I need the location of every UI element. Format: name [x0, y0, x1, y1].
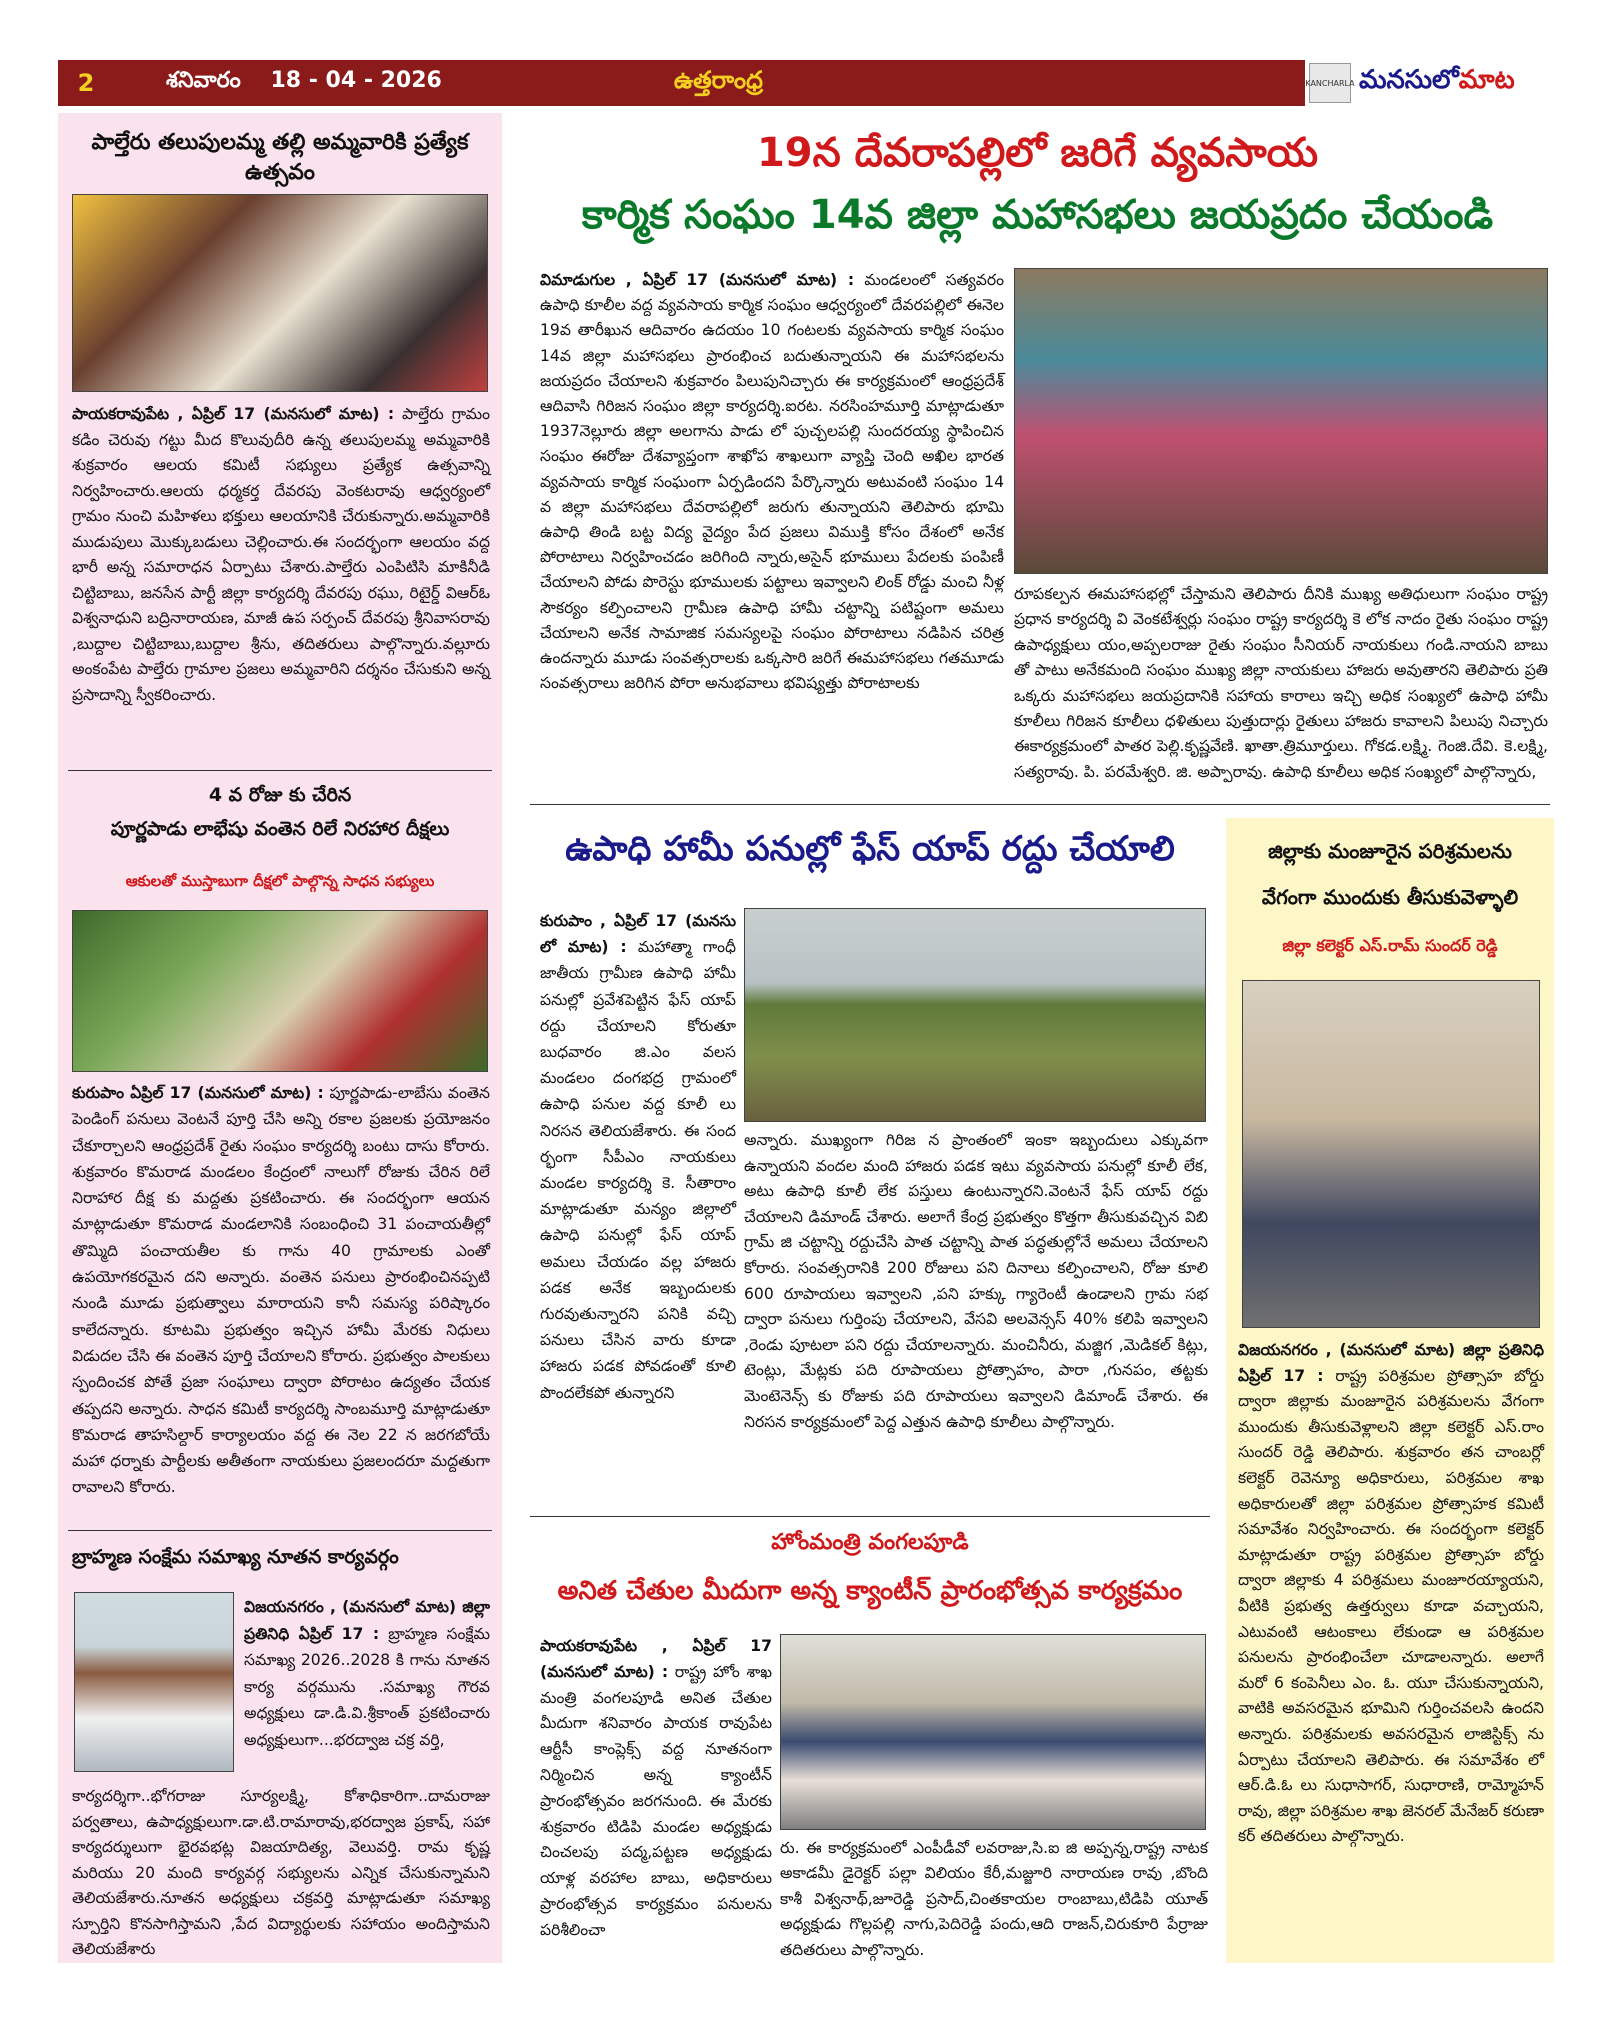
faceapp-headline: ఉపాధి హామీ పనుల్లో ఫేస్ యాప్ రద్దు చేయాలి [565, 829, 1175, 869]
divider [68, 1530, 492, 1531]
collector-body: విజయనగరం , (మనసులో మాట) జిల్లా ప్రతినిధి ఏప్రిల్ 17 : రాష్ట్ర పరిశ్రమల ప్రోత్సాహ బోర్డు ద్వారా జిల్లాకు మంజూరైన పరిశ్రమలను వేగంగా ముందుకు తీసుకువెళ్లాలని జిల్లా కలెక్టర్ ఎస్.రాం సుందర్ రెడ్డి తెలిపారు. శుక్రవారం తన చాంబర్లో కలెక్టర్ రెవెన్యూ అధికారులు, పరిశ్రమల శాఖ అధికారులతో జిల్లా పరిశ్రమల ప్రోత్సాహక కమిటీ సమావేశం నిర్వహించారు. ఈ సందర్భంగా కలెక్టర్ మాట్లాడుతూ రాష్ట్ర పరిశ్రమల ప్రోత్సాహ బోర్డు ద్వారా జిల్లాకు 4 పరిశ్రమలు మంజూరయ్యాయని, వీటికి ప్రభుత్వ ఉత్తర్వులు కూడా వచ్చాయని, ఎటువంటి ఆటంకాలు లేకుండా ఆ పరిశ్రమల పనులను ప్రారంభించేలా చూడాలన్నారు. అలాగే మరో 6 కంపెనీలు ఎం. ఓ. యూ చేసుకున్నాయని, వాటికి అవసరమైన భూమిని గుర్తించవలసి ఉందని అన్నారు. పరిశ్రమలకు అవసరమైన లాజిస్టిక్స్ ను ఏర్పాటు చేయాలని తెలిపారు. ఈ సమావేశం లో ఆర్.డి.ఓ లు సుధాసాగర్, సుధారాణి, రామ్మోహన్ రావు, జిల్లా పరిశ్రమల శాఖ జెనరల్ మేనేజర్ కరుణా కర్ తదితరులు పాల్గొన్నారు. [1238, 1341, 1544, 1846]
article-brahmin-body: కార్యదర్శిగా..భోగరాజు సూర్యలక్ష్మి, కోశాధికారిగా..దామరాజు పర్వతాలు, ఉపాధ్యక్షులుగా.డా.టి.రామారావు,భరద్వాజ ప్రకాష్, సహా కార్యదర్శులుగా భైరవభట్ల విజయాదిత్య, వెలువర్తి. రామ కృష్ణ మరియు 20 మంది కార్యవర్గ సభ్యులను ఎన్నిక చేసుకున్నామని తెలియజేశారు.నూతన అధ్యక్షులు చక్రవర్తి మాట్లాడుతూ సమాఖ్య స్పూర్తిని కొనసాగిస్తామని ,పేద విద్యార్థులకు సహాయం అందిస్తామని తెలియజేశారు [72, 1787, 490, 1958]
masthead-bar [58, 60, 1555, 106]
canteen-kicker: హోంమంత్రి వంగలపూడి [771, 1530, 969, 1555]
divider [530, 1516, 1210, 1517]
page-number: 2 [77, 69, 95, 97]
collector-subhead: జిల్లా కలెక్టర్ ఎస్.రామ్ సుందర్ రెడ్డి [1282, 936, 1498, 955]
lead-headline-line-1: 19న దేవరాపల్లిలో జరిగే వ్యవసాయ [756, 130, 1319, 176]
article-bridge-headline: పూర్ణపాడు లాభేషు వంతెన రిలే నిరహార దీక్షలు [110, 818, 450, 840]
region-label: ఉత్తరాంధ్ర [673, 66, 764, 94]
canteen-body-left: పాయకరావుపేట , ఏప్రిల్ 17 (మనసులో మాట) : రాష్ట్ర హోం శాఖ మంత్రి వంగలపూడి అనిత చేతుల మీదుగా శనివారం పాయక రావుపేట ఆర్టీసీ కాంప్లెక్స్ వద్ద నూతనంగా నిర్మించిన అన్న క్యాంటీన్ ప్రారంభోత్సవం జరగనుంది. ఈ మేరకు శుక్రవారం టిడిపి మండల అధ్యక్షుడు చించలపు పద్మ,పట్టణ అధ్యక్షుడు యాళ్ల వరహాల బాబు, అధికారులు ప్రారంభోత్సవ కార్యక్రమం పనులను పరిశీలించా [540, 1637, 772, 1939]
collector-headline-line-1: జిల్లాకు మంజూరైన పరిశ్రమలను [1268, 839, 1512, 863]
collector-headline-line-2: వేగంగా ముందుకు తీసుకువెళ్ళాలి [1261, 885, 1519, 909]
brand-logo [1305, 60, 1555, 106]
lead-photo [1014, 268, 1548, 574]
issue-date [166, 68, 464, 98]
article-bridge-subhead: ఆకులతో ముస్తాబుగా దీక్షలో పాల్గొన్న సాధన సభ్యులు [125, 872, 435, 890]
faceapp-body-right: అన్నారు. ముఖ్యంగా గిరిజ న ప్రాంతంలో ఇంకా ఇబ్బందులు ఎక్కువగా ఉన్నాయని వందల మంది హాజరు పడక ఇటు వ్యవసాయ పనుల్లో కూలీ లేక, అటు ఉపాధి కూలీ లేక పస్తులు ఉంటున్నారని.వెంటనే ఫేస్ యాప్ రద్దు చేయాలని డిమాండ్ చేశారు. అలాగే కేంద్ర ప్రభుత్వం కొత్తగా తీసుకువచ్చిన విబి గ్రామ్ జి చట్టాన్ని రద్దుచేసి పాత చట్టాన్ని పాత పద్ధతుల్లోనే అమలు చేయాలని కోరారు. సంవత్సరానికి 200 రోజులు పని దినాలు కల్పించాలని, రోజు కూలి 600 రూపాయలు ఇవ్వాలని ,పని హక్కు గ్యారెంటీ ఉండాలని గ్రామ సభ ద్వారా పనులు గుర్తింపు చేయాలని, వేసవి అలవెన్సస్ 40% కలిపి ఇవ్వాలని ,రెండు పూటలా పని రద్దు చేయాలన్నారు. మంచినీరు, మజ్జిగ ,మెడికల్ కిట్లు, టెంట్లు, మేట్లకు పది రూపాయలు ప్రోత్సాహం, పారా ,గునపం, తట్టకు మెంటెనెన్స్ కు రోజుకు పది రూపాయలు ఇవ్వాలని డిమాండ్ చేశారు. ఈ నిరసన కార్యక్రమంలో పెద్ద ఎత్తున ఉపాధి కూలీలు పాల్గొన్నారు. [744, 1131, 1208, 1431]
hunger-strike-photo [72, 910, 488, 1072]
lead-body-right: రూపకల్పన ఈమహాసభల్లో చేస్తామని తెలిపారు దీనికి ముఖ్య అతిధులుగా సంఘం రాష్ట్ర ప్రధాన కార్యదర్శి వి వెంకటేశ్వర్లు సంఘం రాష్ట్ర కార్యదర్శి కె లోక నాదం రైతు సంఘం రాష్ట్ర ఉపాధ్యక్షులు యం,అప్పలరాజు రైతు సంఘం సీనియర్ నాయకులు గండి.నాయని బాబు తో పాటు అనేకమంది సంఘం ముఖ్య జిల్లా నాయకులు హాజరు అవుతారని తెలిపారు ప్రతి ఒక్కరు మహాసభలు జయప్రదానికి సహాయ కారాలు ఇచ్చి అధిక సంఖ్యలో ఉపాధి హామీ కూలీలు గిరిజన కూలీలు ధళితులు పుత్తుదార్లు రైతులు హాజరు కావాలని పిలుపు నిచ్చారు ఈకార్యక్రమంలో పాతర పెల్లి.కృష్ణవేణి. ఖాతా.త్రిమూర్తులు. గోకడ.లక్ష్మి. గెంజి.దేవి. కె.లక్ష్మి, సత్యరావు. పి. పరమేశ్వరి. జి. అప్పారావు. ఉపాధి కూలీలు అధిక సంఖ్యలో పాల్గొన్నారు, [1014, 585, 1548, 781]
faceapp-photo [744, 908, 1206, 1122]
issue-day: శనివారం [166, 68, 241, 93]
temple-photo [72, 194, 488, 392]
article-temple-headline: పాల్తేరు తలుపులమ్మ తల్లి అమ్మవారికి ప్రత్యేక ఉత్సవం [91, 130, 469, 185]
brand-title: మనసులోమాట [1359, 65, 1515, 95]
canteen-headline: అనిత చేతుల మీదుగా అన్న క్యాంటీన్ ప్రారంభోత్సవ కార్యక్రమం [557, 1576, 1183, 1606]
canteen-body-right: రు. ఈ కార్యక్రమంలో ఎంపీడీవో లవరాజు,సి.ఐ జి అప్పన్న,రాష్ట్ర నాటక అకాడమీ డైరెక్టర్ పల్లా విలియం కేరీ,మజ్జూరి నారాయణ రావు ,బొంది కాశీ విశ్వనాథ్,జూరెడ్డి ప్రసాద్,చింతకాయల రాంబాబు,టిడిపి యూత్ అధ్యక్షుడు గొల్లపల్లి నాగు,పెదిరెడ్డి పందు,ఆది రాజన్,చిరుకూరి పేర్రాజు తదితరులు పాల్గొన్నారు. [780, 1839, 1208, 1959]
divider [68, 770, 492, 771]
article-brahmin-body-side: విజయనగరం , (మనసులో మాట) జిల్లా ప్రతినిధి ఏప్రిల్ 17 : బ్రాహ్మణ సంక్షేమ సమాఖ్య 2026..2028 కి గాను నూతన కార్య వర్గమును .సమాఖ్య గౌరవ అధ్యక్షులు డా.డి.వి.శ్రీకాంత్ ప్రకటించారు అధ్యక్షులుగా...భరద్వాజ చక్ర వర్తి, [244, 1598, 490, 1749]
canteen-photo [780, 1634, 1206, 1830]
article-bridge-kicker: 4 వ రోజు కు చేరిన [208, 784, 352, 806]
collector-photo [1242, 980, 1540, 1328]
brand-mark-icon: KANCHARLA [1309, 63, 1351, 103]
divider [530, 804, 1550, 805]
article-bridge-body: కురుపాం ఏప్రిల్ 17 (మనసులో మాట) : పూర్ణపాడు-లాబేసు వంతెన పెండింగ్ పనులు వెంటనే పూర్తి చేసి అన్ని రకాల ప్రజలకు ప్రయోజనం చేకూర్చాలని ఆంధ్రప్రదేశ్ రైతు సంఘం కార్యదర్శి బంటు దాసు కోరారు. శుక్రవారం కొమరాడ మండలం కేంద్రంలో నాలుగో రోజుకు చేరిన రిలే నిరాహార దీక్ష కు మద్దతు ప్రకటించారు. ఈ సందర్భంగా ఆయన మాట్లాడుతూ కొమరాడ మండలానికి సంబంధించి 31 పంచాయతీల్లో తొమ్మిది పంచాయతీల కు గాను 40 గ్రామాలకు ఎంతో ఉపయోగకరమైన దని అన్నారు. వంతెన పనులు ప్రారంభించినప్పటి నుండి మూడు ప్రభుత్వాలు మారాయని కానీ సమస్య పరిష్కారం కాలేదన్నారు. కూటమి ప్రభుత్వం ఇచ్చిన హామీ మేరకు నిధులు విడుదల చేసి ఈ వంతెన పూర్తి చేయాలని కోరారు. ప్రభుత్వం పాలకులు స్పందించక పోతే ప్రజా సంఘాలు ద్వారా పోరాటం ఉద్యతం చేయక తప్పదని అన్నారు. సాధన కమిటీ కార్యదర్శి సాంబమూర్తి మాట్లాడుతూ కొమరాడ తాహసిల్దార్ కార్యాలయం వద్ద ఈ నెల 22 న జరగబోయే మహా ధర్నాకు పార్టీలకు అతీతంగా నాయకులు ప్రజలందరూ మద్దతుగా రావాలని కోరారు. [72, 1084, 490, 1497]
lead-body-left: విమాడుగుల , ఏప్రిల్ 17 (మనసులో మాట) : మండలంలో సత్యవరం ఉపాధి కూలీల వద్ద వ్యవసాయ కార్మిక సంఘం ఆధ్వర్యంలో దేవరపల్లిలో ఈనెల 19వ తారీఖున ఆదివారం ఉదయం 10 గంటలకు వ్యవసాయ కార్మిక సంఘం 14వ జిల్లా మహాసభలు ప్రారంభించ బదుతున్నాయని ఈ మహాసభలను జయప్రదం చేయాలని శుక్రవారం పిలుపునిచ్చారు ఈ కార్యక్రమంలో ఆంధ్రప్రదేశ్ ఆదివాసి గిరిజన సంఘం జిల్లా కార్యదర్శి.ఐరట. నరసింహమూర్తి మాట్లాడుతూ 1937నెల్లూరు జిల్లా అలగాను పాడు లో పుచ్చలపల్లి సుందరయ్య స్థాపించిన సంఘం ఈరోజు దేశవ్యాప్తంగా శాఖోప శాఖలుగా వ్యాప్తి చెంది అఖిల భారత వ్యవసాయ కార్మిక సంఘంగా ఏర్పడిందని పేర్కొన్నారు అటువంటి సంఘం 14 వ జిల్లా మహాసభలు దేవరాపల్లిలో జరుగు తున్నాయని తెలిపారు భూమి ఉపాధి తిండి బట్ట విద్య వైద్యం పేద ప్రజలు విముక్తి కోసం దేశంలో అనేక పోరాటాలు నిర్వహించడం జరిగింది న్నారు,అసైన్ భూములు పేదలకు పంపిణీ చేయాలని పోడు పొరెస్టు భూములకు పట్టాలు ఇవ్వాలని లింక్ రోడ్డు మంచి నీళ్ల సౌకర్యం కల్పించాలని గ్రామీణ ఉపాధి హామీ చట్టాన్ని పటిష్టంగా అమలు చేయాలని అనేక సామాజిక సమస్యలపై సంఘం పోరాటాలు నడిపిన చరిత్ర ఉందన్నారు మూడు సంవత్సరాలకు ఒక్కసారి జరిగే ఈమహాసభలు గతమూడు సంవత్సరాలు జరిగిన పోరా అనుభవాలు భవిష్యత్తు పోరాటాలకు [540, 271, 1005, 693]
article-brahmin-headline: బ్రాహ్మణ సంక్షేమ సమాఖ్య నూతన కార్యవర్గం [72, 1546, 399, 1568]
article-temple-body: పాయకరావుపేట , ఏప్రిల్ 17 (మనసులో మాట) : పాల్తేరు గ్రామం కడిం చెరువు గట్టు మీద కొలువుదీరి ఉన్న తలుపులమ్మ అమ్మవారికి శుక్రవారం ఆలయ కమిటీ సభ్యులు ప్రత్యేక ఉత్సవాన్ని నిర్వహించారు.ఆలయ ధర్మకర్త దేవరపు వెంకటరావు ఆధ్వర్యంలో గ్రామం నుంచి మహిళలు భక్తులు ఆలయానికి చేరుకున్నారు.అమ్మవారికి ముడుపులు మొక్కుబడులు చెల్లించారు.ఈ సందర్భంగా ఆలయం వద్ద భారీ అన్న సమారాధన ఏర్పాటు చేశారు.పాల్తేరు ఎంపిటిసి మాకినీడి చిట్టిబాబు, జనసేన పార్టీ జిల్లా కార్యదర్శి దేవరపు రఘు, రిటైర్డ్ విఆర్ఓ విశ్వనాధుని బద్రినారాయణ, మాజీ ఉప సర్పంచ్ దేవరపు శ్రీనివాసరావు ,బుద్దాల చిట్టిబాబు,బుద్దాల శ్రీను, తదితరులు పాల్గొన్నారు.వల్లూరు అంకంపేట పాల్తేరు గ్రామాల ప్రజలు అమ్మవారిని దర్శనం చేసుకుని అన్న ప్రసాదాన్ని స్వీకరించారు. [72, 405, 490, 704]
issue-date-value: 18 - 04 - 2026 [270, 68, 442, 93]
portrait-photo [74, 1592, 234, 1772]
faceapp-body-left: కురుపాం , ఏప్రిల్ 17 (మనసు లో మాట) : మహాత్మా గాంధీ జాతీయ గ్రామీణ ఉపాధి హామీ పనుల్లో ప్రవేశపెట్టిన ఫేస్ యాప్ రద్దు చేయాలని కోరుతూ బుధవారం జి.ఎం వలస మండలం దంగభద్ర గ్రామంలో ఉపాధి పనుల వద్ద కూలీ లు నిరసన తెలియజేశారు. ఈ సంద ర్భంగా సీపీఎం నాయకులు మండల కార్యదర్శి కె. సీతారాం మాట్లాడుతూ మన్యం జిల్లాలో ఉపాధి పనుల్లో ఫేస్ యాప్ అమలు చేయడం వల్ల హాజరు పడక అనేక ఇబ్బందులకు గురవుతున్నారని పనికి వచ్చి పనులు చేసిన వారు కూడా హాజరు పడక పోవడంతో కూలి పొందలేకపో తున్నారని [540, 912, 736, 1402]
lead-headline-line-2: కార్మిక సంఘం 14వ జిల్లా మహాసభలు జయప్రదం చేయండి [581, 192, 1494, 238]
